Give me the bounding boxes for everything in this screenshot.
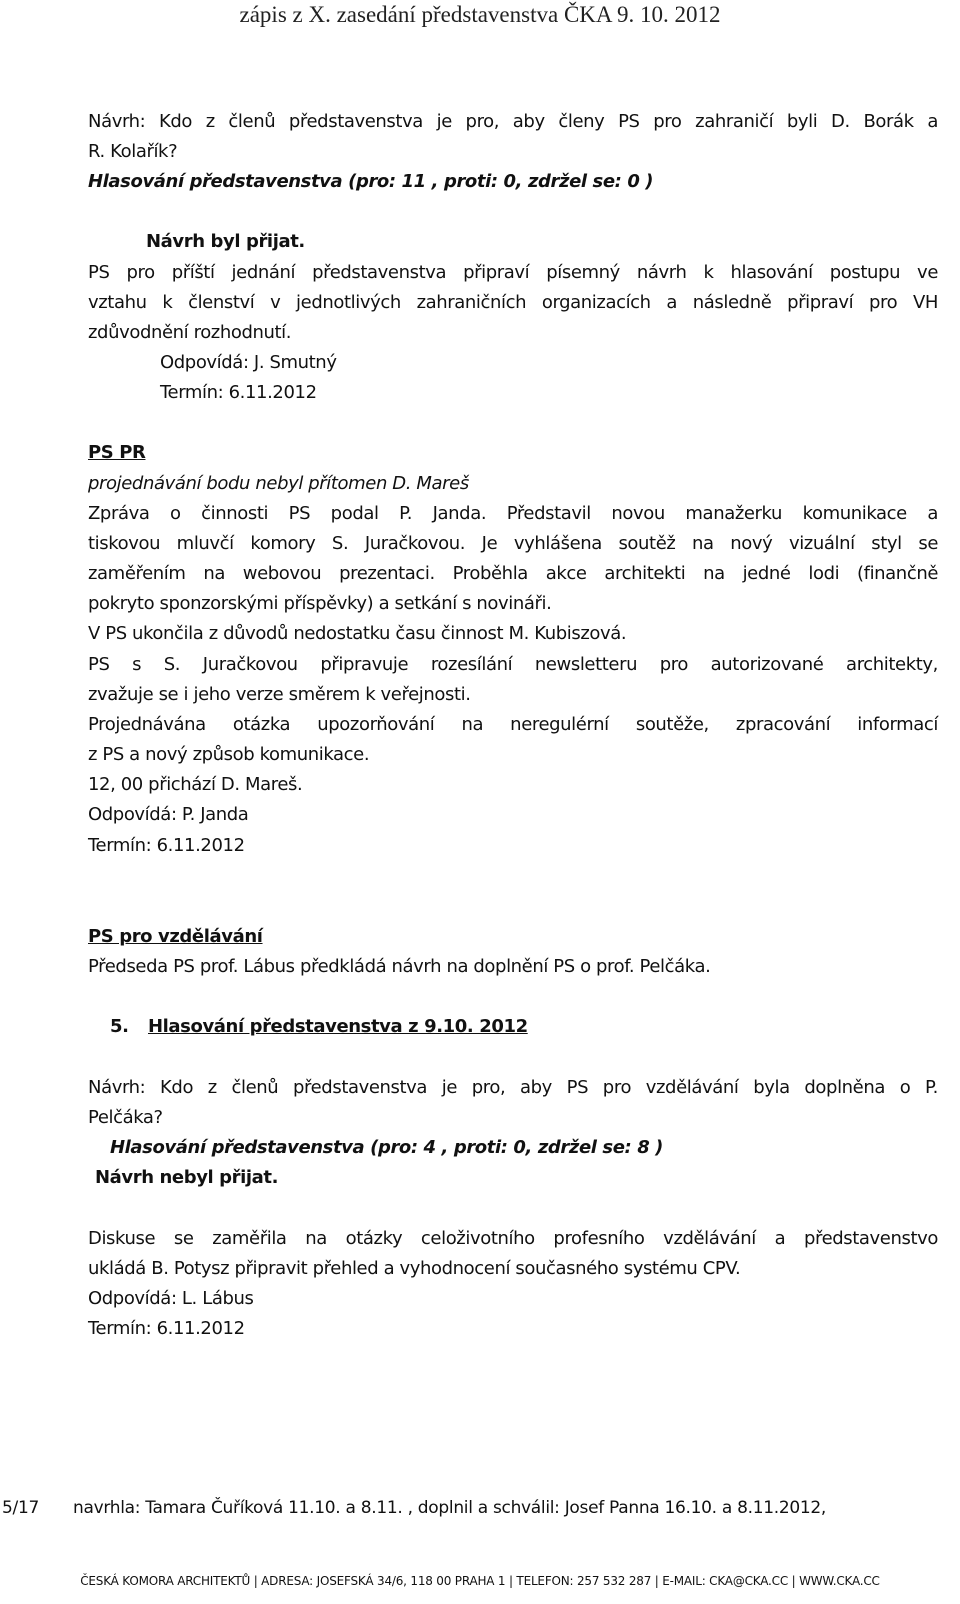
paragraph-line: PS pro příští jednání představenstva připraví písemný návrh k hlasování postupu ve (88, 262, 938, 283)
responsible-person: Odpovídá: J. Smutný (160, 352, 337, 373)
paragraph-line: Diskuse se zaměřila na otázky celoživotního profesního vzdělávání a představenstvo (88, 1228, 938, 1249)
paragraph-line: V PS ukončila z důvodů nedostatku času činnost M. Kubiszová. (88, 623, 627, 644)
deadline: Termín: 6.11.2012 (88, 1318, 245, 1339)
agenda-item-number: 5. (110, 1016, 129, 1037)
page-header-title: zápis z X. zasedání představenstva ČKA 9. 10. 2012 (239, 2, 721, 27)
vote-outcome: Návrh byl přijat. (146, 231, 305, 252)
paragraph-line: ukládá B. Potysz připravit přehled a vyhodnocení současného systému CPV. (88, 1258, 741, 1279)
section-heading-ps-pr: PS PR (88, 442, 146, 463)
vote-result: Hlasování představenstva (pro: 4 , proti: 0, zdržel se: 8 ) (110, 1137, 664, 1158)
paragraph-line: vztahu k členství v jednotlivých zahraničních organizacích a následně připraví pro VH (88, 292, 938, 313)
paragraph-line: 12, 00 přichází D. Mareš. (88, 774, 303, 795)
section-heading-ps-education: PS pro vzdělávání (88, 926, 263, 947)
paragraph-line: Předseda PS prof. Lábus předkládá návrh na doplnění PS o prof. Pelčáka. (88, 956, 711, 977)
paragraph-line: zdůvodnění rozhodnutí. (88, 322, 292, 343)
proposal-text: Návrh: Kdo z členů představenstva je pro, aby členy PS pro zahraničí byli D. Borák a (88, 111, 938, 132)
deadline: Termín: 6.11.2012 (88, 835, 245, 856)
footer-address: ČESKÁ KOMORA ARCHITEKTŮ | ADRESA: JOSEFSKÁ 34/6, 118 00 PRAHA 1 | TELEFON: 257 532 287 | E-MAIL: CKA@CKA.CC | WWW.CKA.CC (80, 1574, 880, 1588)
agenda-item-heading: Hlasování představenstva z 9.10. 2012 (148, 1016, 528, 1037)
vote-result: Hlasování představenstva (pro: 11 , proti: 0, zdržel se: 0 ) (88, 171, 654, 192)
proposal-text-cont: Pelčáka? (88, 1107, 163, 1128)
absence-note: projednávání bodu nebyl přítomen D. Mareš (88, 473, 469, 494)
paragraph-line: PS s S. Juračkovou připravuje rozesílání newsletteru pro autorizované architekty, (88, 654, 938, 675)
page-number: 5/17 (2, 1498, 39, 1518)
paragraph-line: z PS a nový způsob komunikace. (88, 744, 370, 765)
paragraph-line: Projednávána otázka upozorňování na neregulérní soutěže, zpracování informací (88, 714, 938, 735)
footer-credits: navrhla: Tamara Čuříková 11.10. a 8.11. , doplnil a schválil: Josef Panna 16.10. a 8.11.2012, (73, 1498, 827, 1518)
deadline: Termín: 6.11.2012 (160, 382, 317, 403)
paragraph-line: Zpráva o činnosti PS podal P. Janda. Představil novou manažerku komunikace a (88, 503, 938, 524)
paragraph-line: zvažuje se i jeho verze směrem k veřejnosti. (88, 684, 471, 705)
paragraph-line: pokryto sponzorskými příspěvky) a setkání s novináři. (88, 593, 552, 614)
responsible-person: Odpovídá: P. Janda (88, 804, 249, 825)
paragraph-line: zaměřením na webovou prezentaci. Proběhla akce architekti na jedné lodi (finančně (88, 563, 938, 584)
proposal-text: Návrh: Kdo z členů představenstva je pro, aby PS pro vzdělávání byla doplněna o P. (88, 1077, 938, 1098)
vote-outcome: Návrh nebyl přijat. (95, 1167, 279, 1188)
paragraph-line: tiskovou mluvčí komory S. Juračkovou. Je vyhlášena soutěž na nový vizuální styl se (88, 533, 938, 554)
proposal-text-cont: R. Kolařík? (88, 141, 178, 162)
responsible-person: Odpovídá: L. Lábus (88, 1288, 254, 1309)
